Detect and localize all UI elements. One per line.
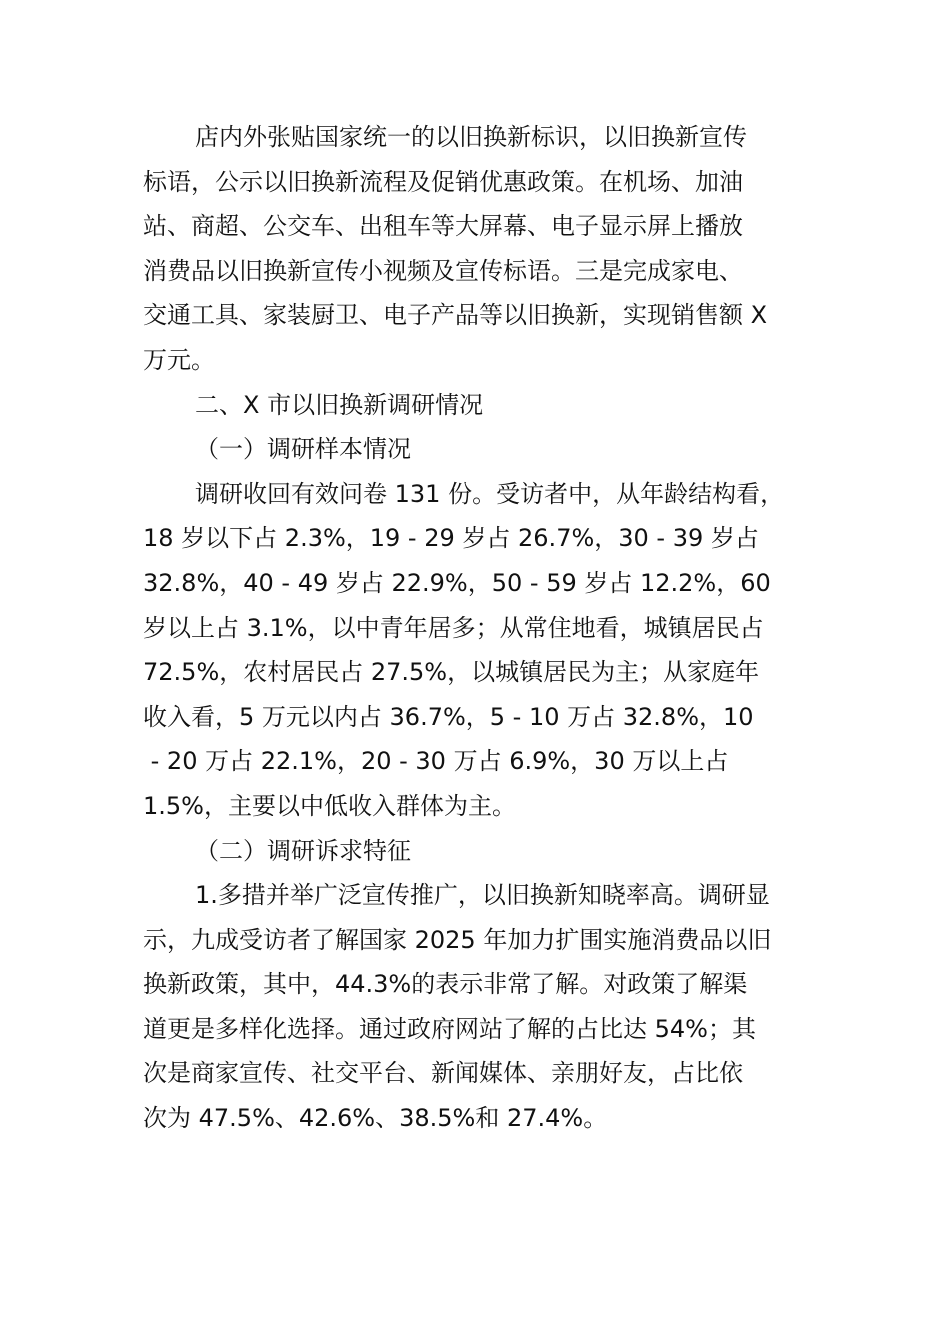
paragraph-line: - 20 万占 22.1%，20 - 30 万占 6.9%，30 万以上占 xyxy=(143,747,729,776)
paragraph-line: 32.8%，40 - 49 岁占 22.9%，50 - 59 岁占 12.2%，60 xyxy=(143,568,771,597)
subsection-heading: （一）调研样本情况 xyxy=(195,435,411,464)
paragraph-line: 18 岁以下占 2.3%，19 - 29 岁占 26.7%，30 - 39 岁占 xyxy=(143,524,759,553)
paragraph-line: 调研收回有效问卷 131 份。受访者中，从年龄结构看， xyxy=(195,479,785,508)
paragraph-line: 72.5%，农村居民占 27.5%，以城镇居民为主；从家庭年 xyxy=(143,658,760,687)
section-heading: 二、X 市以旧换新调研情况 xyxy=(195,390,484,419)
paragraph-line: 示，九成受访者了解国家 2025 年加力扩围实施消费品以旧 xyxy=(143,925,772,954)
paragraph-line: 次为 47.5%、42.6%、38.5%和 27.4%。 xyxy=(143,1104,608,1133)
paragraph-line: 消费品以旧换新宣传小视频及宣传标语。三是完成家电、 xyxy=(143,256,743,285)
paragraph-line: 换新政策，其中，44.3%的表示非常了解。对政策了解渠 xyxy=(143,970,748,999)
subsection-heading: （二）调研诉求特征 xyxy=(195,836,411,865)
paragraph-line: 交通工具、家装厨卫、电子产品等以旧换新，实现销售额 X xyxy=(143,301,768,330)
paragraph-line: 站、商超、公交车、出租车等大屏幕、电子显示屏上播放 xyxy=(143,212,743,241)
paragraph-line: 1.多措并举广泛宣传推广，以旧换新知晓率高。调研显 xyxy=(195,881,770,910)
paragraph-line: 次是商家宣传、社交平台、新闻媒体、亲朋好友，占比依 xyxy=(143,1059,743,1088)
paragraph-line: 万元。 xyxy=(143,345,215,374)
paragraph-line: 1.5%，主要以中低收入群体为主。 xyxy=(143,791,516,820)
paragraph-line: 道更是多样化选择。通过政府网站了解的占比达 54%；其 xyxy=(143,1014,756,1043)
paragraph-line: 标语，公示以旧换新流程及促销优惠政策。在机场、加油 xyxy=(143,167,743,196)
paragraph-line: 店内外张贴国家统一的以旧换新标识，以旧换新宣传 xyxy=(195,123,747,151)
paragraph-line: 收入看，5 万元以内占 36.7%，5 - 10 万占 32.8%，10 xyxy=(143,702,754,731)
document-body xyxy=(143,115,815,1141)
paragraph-line: 岁以上占 3.1%，以中青年居多；从常住地看，城镇居民占 xyxy=(143,613,764,642)
